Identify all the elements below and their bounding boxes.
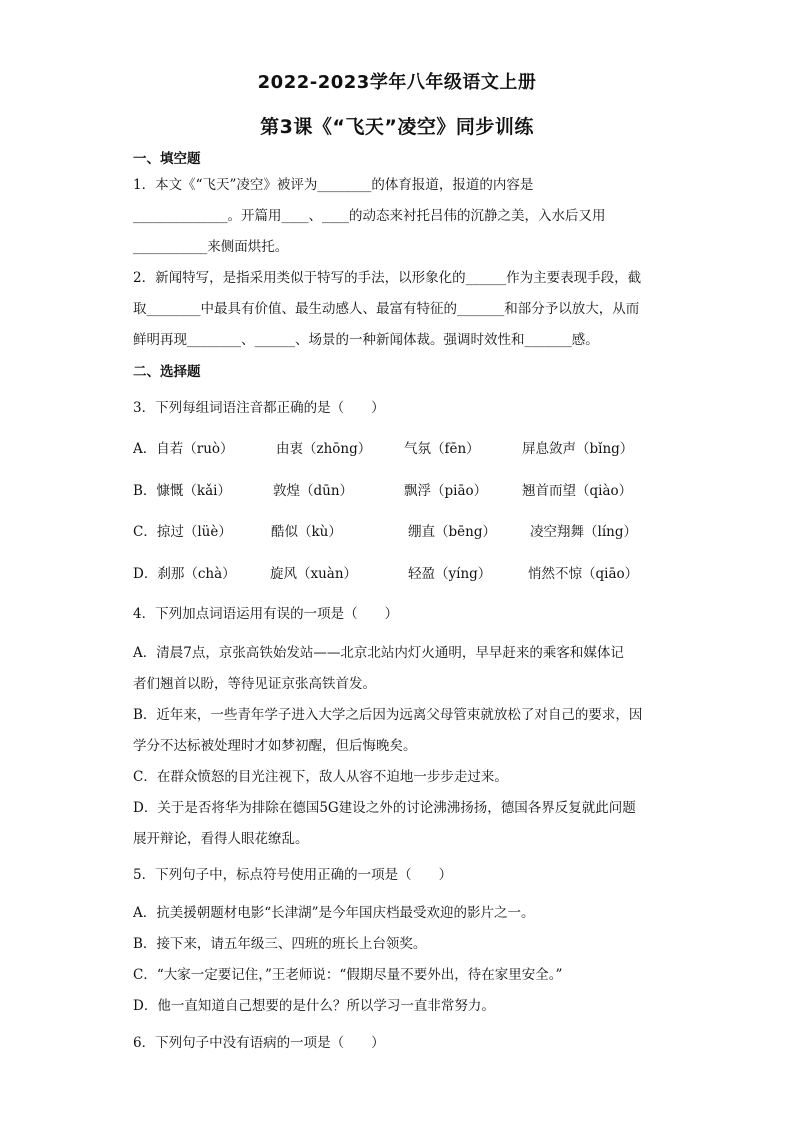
q3-option-b-1: B．慷慨（kǎi）: [133, 483, 231, 499]
q2-line-1: 2．新闻特写，是指采用类似于特写的手法，以形象化的______作为主要表现手段，截: [133, 270, 642, 286]
q2-line-3: 鲜明再现________、______、场景的一种新闻体裁。强调时效性和_______感。: [133, 332, 599, 348]
q3-option-a-2: 由衷（zhōng）: [276, 441, 372, 457]
q1-line-2: ______________。开篇用____、____的动态来衬托吕伟的沉静之美，入水后又用: [133, 208, 606, 224]
section-choice: 二、选择题: [133, 364, 201, 380]
q4-option-d-line-1: D．关于是否将华为排除在德国5G建设之外的讨论沸沸扬扬，德国各界反复就此问题: [133, 800, 636, 816]
document-title: 2022-2023学年八年级语文上册: [257, 72, 537, 93]
q3-stem: 3．下列每组词语注音都正确的是（ ）: [133, 400, 385, 416]
q3-option-b-2: 敦煌（dūn）: [273, 483, 354, 499]
q4-option-c: C．在群众愤怒的目光注视下，敌人从容不迫地一步步走过来。: [133, 769, 508, 785]
q3-option-c-1: C．掠过（lüè）: [133, 524, 232, 540]
q4-option-b-line-1: B．近年来，一些青年学子进入大学之后因为远离父母管束就放松了对自己的要求，因: [133, 707, 643, 723]
q3-option-c-3: 绷直（bēng）: [408, 524, 496, 540]
q3-option-a-4: 屏息敛声（bǐng）: [522, 441, 634, 457]
q4-option-a-line-1: A．清晨7点，京张高铁始发站——北京北站内灯火通明，早早赶来的乘客和媒体记: [133, 645, 624, 661]
q2-line-2: 取________中最具有价值、最生动感人、最富有特征的_______和部分予以放大，从而: [133, 301, 640, 317]
q5-option-a: A．抗美援朝题材电影“长津湖”是今年国庆档最受欢迎的影片之一。: [133, 905, 535, 921]
q4-option-b-line-2: 学分不达标被处理时才如梦初醒，但后悔晚矣。: [133, 738, 417, 754]
q5-option-b: B．接下来，请五年级三、四班的班长上台领奖。: [133, 936, 427, 952]
q1-line-1: 1．本文《“飞天”凌空》被评为________的体育报道，报道的内容是: [133, 177, 534, 193]
q4-stem: 4．下列加点词语运用有误的一项是（ ）: [133, 606, 399, 622]
q1-line-3: ___________来侧面烘托。: [133, 239, 289, 255]
q3-option-c-2: 酷似（kù）: [271, 524, 342, 540]
q3-option-b-4: 翘首而望（qiào）: [522, 483, 633, 499]
q5-option-d: D．他一直知道自己想要的是什么？所以学习一直非常努力。: [133, 998, 495, 1014]
q3-option-a-3: 气氛（fēn）: [404, 441, 480, 457]
lesson-subtitle: 第3课《“飞天”凌空》同步训练: [260, 116, 534, 138]
section-fill-blank: 一、填空题: [133, 151, 201, 167]
q3-option-c-4: 凌空翔舞（líng）: [530, 524, 637, 540]
q3-option-d-3: 轻盈（yíng）: [408, 566, 492, 582]
q3-option-a-1: A．自若（ruò）: [133, 441, 234, 457]
q3-option-d-4: 悄然不惊（qiāo）: [528, 566, 639, 582]
q3-option-d-1: D．刹那（chà）: [133, 566, 236, 582]
q3-option-b-3: 飘浮（piāo）: [404, 483, 488, 499]
q4-option-d-line-2: 展开辩论，看得人眼花缭乱。: [133, 831, 309, 847]
q5-stem: 5．下列句子中，标点符号使用正确的一项是（ ）: [133, 867, 453, 883]
q4-option-a-line-2: 者们翘首以盼，等待见证京张高铁首发。: [133, 676, 376, 692]
q5-option-c: C．“大家一定要记住，”王老师说：“假期尽量不要外出，待在家里安全。”: [133, 967, 563, 983]
q6-stem: 6．下列句子中没有语病的一项是（ ）: [133, 1035, 385, 1051]
q3-option-d-2: 旋风（xuàn）: [270, 566, 358, 582]
